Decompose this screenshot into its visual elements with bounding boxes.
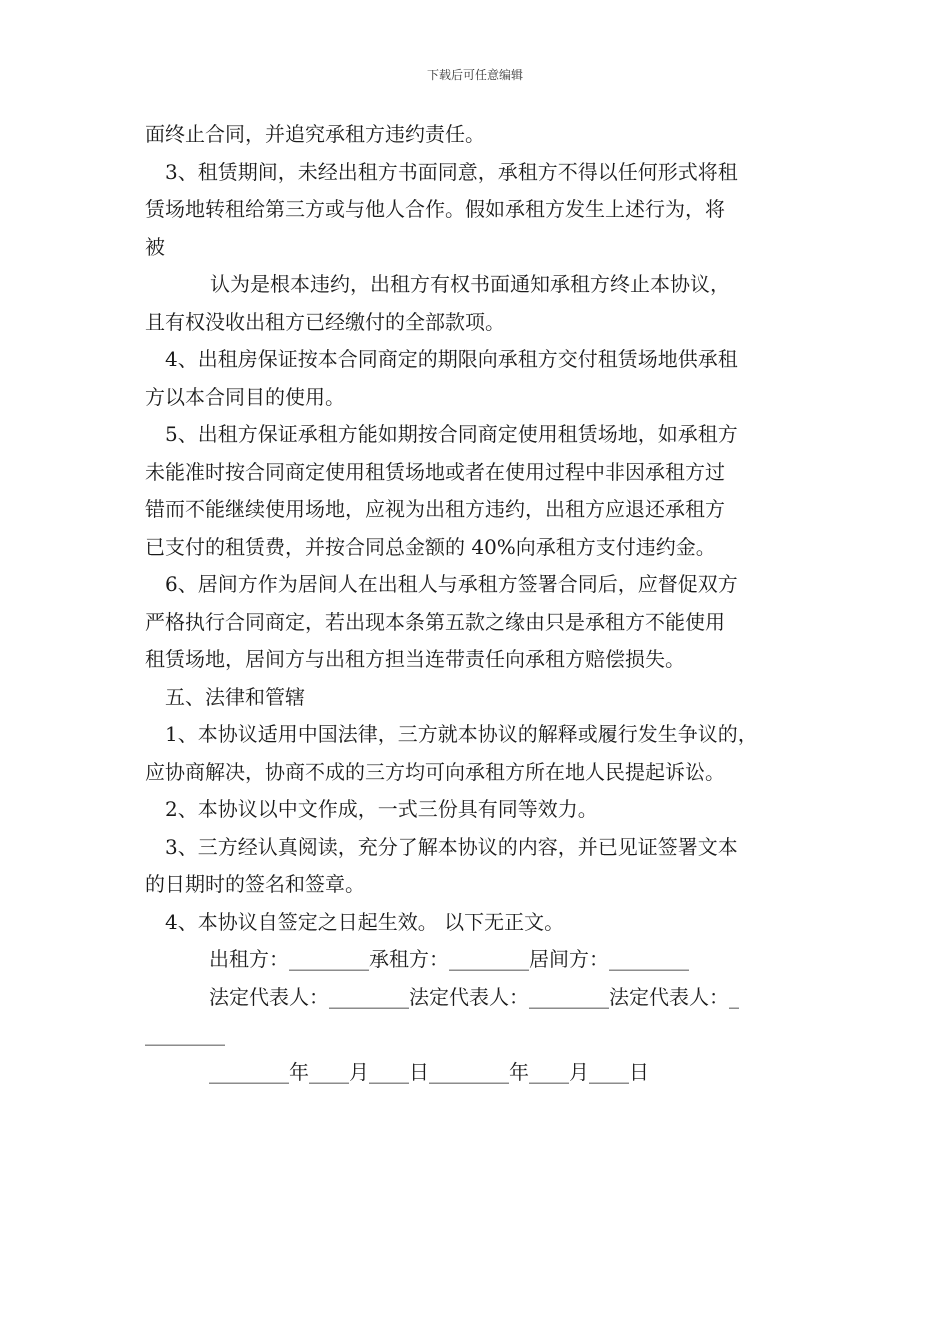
paragraph-line: 应协商解决，协商不成的三方均可向承租方所在地人民提起诉讼。 (145, 759, 725, 784)
clause-4b-line: 4、本协议自签定之日起生效。 以下无正文。 (165, 909, 565, 934)
clause-5-line: 5、出租方保证承租方能如期按合同商定使用租赁场地，如承租方 (165, 422, 738, 446)
paragraph-line: 赁场地转租给第三方或与他人合作。假如承租方发生上述行为，将 (145, 197, 725, 221)
legal-representatives-line: 法定代表人：________法定代表人：________法定代表人：_ (209, 984, 739, 1009)
paragraph-line: 面终止合同，并追究承租方违约责任。 (145, 122, 485, 146)
signature-parties-line: 出租方：________承租方：________居间方：________ (209, 947, 689, 971)
paragraph-line: 且有权没收出租方已经缴付的全部款项。 (145, 309, 505, 334)
signature-blank-continuation: ________ (145, 1022, 225, 1046)
paragraph-line: 严格执行合同商定，若出现本条第五款之缘由只是承租方不能使用 (145, 609, 725, 634)
clause-1-line: 1、本协议适用中国法律，三方就本协议的解释或履行发生争议的， (165, 722, 758, 746)
paragraph-line: 被 (145, 234, 165, 259)
paragraph-line: 错而不能继续使用场地，应视为出租方违约，出租方应退还承租方 (145, 497, 725, 521)
page-header: 下载后可任意编辑 (426, 68, 523, 82)
paragraph-line: 租赁场地，居间方与出租方担当连带责任向承租方赔偿损失。 (145, 647, 685, 671)
clause-6-line: 6、居间方作为居间人在出租人与承租方签署合同后，应督促双方 (165, 572, 738, 596)
document-body (145, 116, 825, 1091)
clause-3-line: 3、租赁期间，未经出租方书面同意，承租方不得以任何形式将租 (165, 159, 738, 184)
paragraph-line: 的日期时的签名和签章。 (145, 872, 365, 896)
clause-2-line: 2、本协议以中文作成，一式三份具有同等效力。 (165, 797, 598, 821)
paragraph-line: 已支付的租赁费，并按合同总金额的 40%向承租方支付违约金。 (145, 534, 716, 559)
clause-4-line: 4、出租房保证按本合同商定的期限向承租方交付租赁场地供承租 (165, 347, 738, 371)
paragraph-line: 方以本合同目的使用。 (145, 384, 345, 409)
section-heading: 五、法律和管辖 (165, 684, 305, 709)
paragraph-line: 认为是根本违约，出租方有权书面通知承租方终止本协议， (210, 272, 730, 296)
date-line: ________年____月____日________年____月____日 (209, 1059, 649, 1084)
clause-3b-line: 3、三方经认真阅读，充分了解本协议的内容，并已见证签署文本 (165, 834, 738, 859)
paragraph-line: 未能准时按合同商定使用租赁场地或者在使用过程中非因承租方过 (145, 459, 725, 484)
